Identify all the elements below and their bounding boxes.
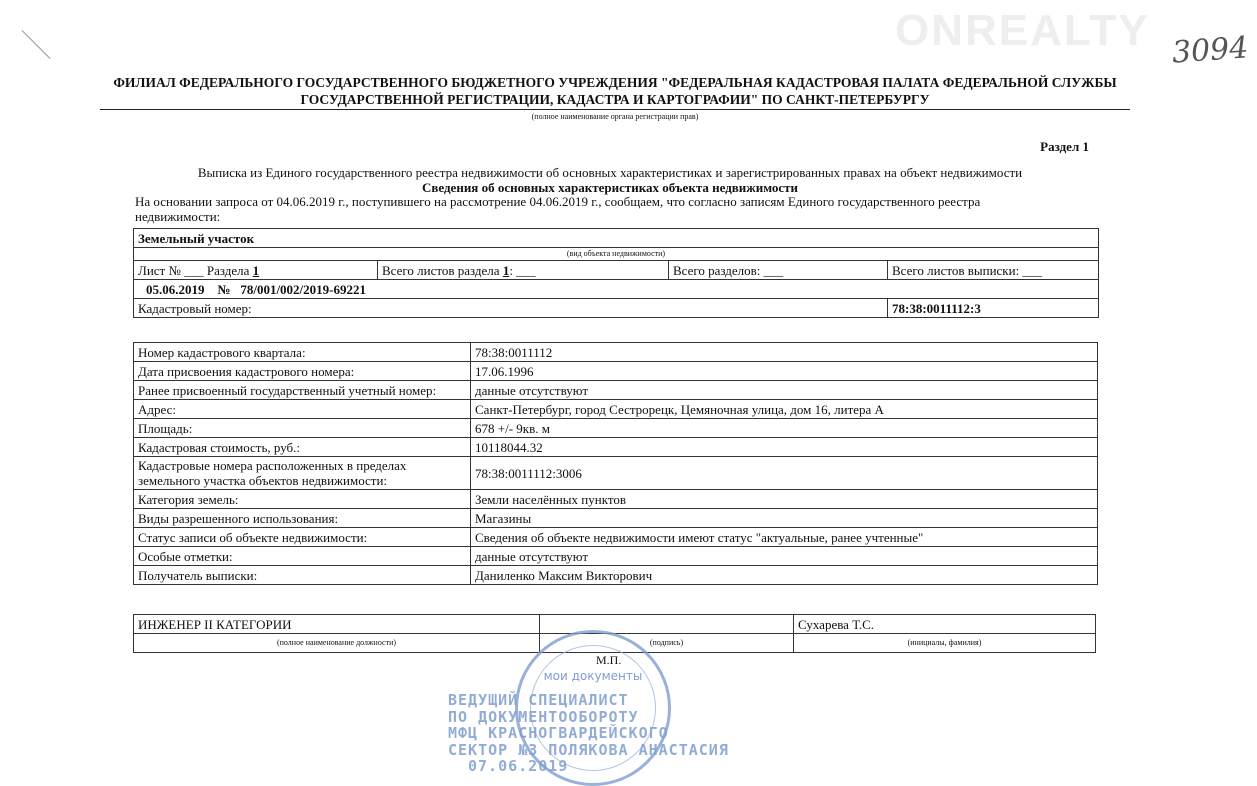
sign-caption: (подпись) (540, 634, 794, 653)
object-type-caption: (вид объекта недвижимости) (134, 248, 1099, 261)
table-row (134, 547, 1098, 566)
org-name: ФИЛИАЛ ФЕДЕРАЛЬНОГО ГОСУДАРСТВЕННОГО БЮДЖЕТНОГО УЧРЕЖДЕНИЯ "ФЕДЕРАЛЬНАЯ КАДАСТРОВАЯ ПАЛАТА ФЕДЕРАЛЬНОЙ СЛУЖБЫ ГОСУДАРСТВЕННОЙ РЕГИСТРАЦИИ, КАДАСТРА И КАРТОГРАФИИ" ПО САНКТ-ПЕТЕРБУРГУ (100, 74, 1130, 110)
row-label: Адрес: (134, 400, 471, 419)
sheet-cell (134, 261, 378, 280)
row-label: Ранее присвоенный государственный учетный номер: (134, 381, 471, 400)
sheets-total: Всего листов выписки: ___ (888, 261, 1099, 280)
row-value: данные отсутствуют (471, 381, 1098, 400)
row-label: Категория земель: (134, 490, 471, 509)
row-label: Кадастровые номера расположенных в пределах земельного участка объектов недвижимости: (134, 457, 471, 490)
intro-text: На основании запроса от 04.06.2019 г., поступившего на рассмотрение 04.06.2019 г., сообщаем, что согласно записям Единого государственного реестра недвижимости: (135, 194, 981, 224)
row-value: 78:38:0011112 (471, 343, 1098, 362)
row-label: Виды разрешенного использования: (134, 509, 471, 528)
row-value: Земли населённых пунктов (471, 490, 1098, 509)
sheets-in-section-cell (378, 261, 669, 280)
stamp-line: СЕКТОР №3 ПОЛЯКОВА АНАСТАСИЯ (448, 740, 729, 759)
position-caption: (полное наименование должности) (134, 634, 540, 653)
row-value: 17.06.1996 (471, 362, 1098, 381)
cadastral-label: Кадастровый номер: (134, 299, 888, 318)
sheet-section: 1 (252, 262, 260, 278)
section-label: Раздел 1 (1040, 139, 1089, 154)
mp-label: М.П. (596, 653, 622, 667)
row-value: Даниленко Максим Викторович (471, 566, 1098, 585)
number-sign: № (217, 281, 231, 297)
stamp-line: ВЕДУЩИЙ СПЕЦИАЛИСТ (448, 691, 629, 709)
row-label: Кадастровая стоимость, руб.: (134, 438, 471, 457)
watermark: ONREALTY (895, 6, 1150, 55)
signer-name: Сухарева Т.С. (794, 615, 1096, 634)
sheet-label: Лист № ___ Раздела (138, 262, 250, 278)
sections-total: Всего разделов: ___ (669, 261, 888, 280)
row-label: Получатель выписки: (134, 566, 471, 585)
row-label: Статус записи об объекте недвижимости: (134, 528, 471, 547)
table-row (134, 343, 1098, 362)
row-value: 78:38:0011112:3006 (471, 457, 1098, 490)
stamp-line: 07.06.2019 (468, 757, 569, 775)
table-row (134, 362, 1098, 381)
header (100, 74, 1130, 122)
row-value: Санкт-Петербург, город Сестрорецк, Цемяночная улица, дом 16, литера А (471, 400, 1098, 419)
cadastral-value: 78:38:0011112:3 (888, 299, 1099, 318)
rect-stamp (448, 692, 729, 775)
stamp-center-text: мои документы (543, 669, 643, 683)
table-row (134, 381, 1098, 400)
characteristics-table (133, 342, 1098, 585)
row-label: Особые отметки: (134, 547, 471, 566)
table-row (134, 490, 1098, 509)
row-label: Дата присвоения кадастрового номера: (134, 362, 471, 381)
scan-mark (22, 30, 51, 59)
record-date: 05.06.2019 (146, 281, 205, 297)
table-row (134, 509, 1098, 528)
table-row (134, 438, 1098, 457)
row-value: данные отсутствуют (471, 547, 1098, 566)
row-value: 10118044.32 (471, 438, 1098, 457)
table-row (134, 457, 1098, 490)
table-row (134, 400, 1098, 419)
row-label: Площадь: (134, 419, 471, 438)
sheets-in-section-label: Всего листов раздела (382, 262, 500, 278)
row-value: Магазины (471, 509, 1098, 528)
object-type: Земельный участок (134, 229, 1099, 248)
object-table (133, 228, 1099, 318)
table-row (134, 419, 1098, 438)
table-row (134, 528, 1098, 547)
org-caption: (полное наименование органа регистрации прав) (531, 112, 699, 121)
intro-block (130, 166, 1090, 224)
doc-subtitle: Сведения об основных характеристиках объекта недвижимости (421, 179, 799, 195)
table-row (134, 566, 1098, 585)
row-value: 678 +/- 9кв. м (471, 419, 1098, 438)
handwritten-note: 3094 (1170, 30, 1250, 71)
stamp-line: МФЦ КРАСНОГВАРДЕЙСКОГО (448, 724, 669, 742)
position: ИНЖЕНЕР II КАТЕГОРИИ (134, 615, 540, 634)
name-caption: (инициалы, фамилия) (794, 634, 1096, 653)
record-number: 78/001/002/2019-69221 (240, 281, 366, 297)
stamp-line: ПО ДОКУМЕНТООБОРОТУ (448, 707, 639, 726)
sheets-suffix: : ___ (509, 262, 536, 278)
row-value: Сведения об объекте недвижимости имеют статус "актуальные, ранее учтенные" (471, 528, 1098, 547)
row-label: Номер кадастрового квартала: (134, 343, 471, 362)
sheets-in-section-value: 1 (502, 262, 510, 278)
record-number-cell (134, 280, 1099, 299)
doc-title: Выписка из Единого государственного реестра недвижимости об основных характеристиках и зарегистрированных правах на объект недвижимости (197, 165, 1023, 180)
